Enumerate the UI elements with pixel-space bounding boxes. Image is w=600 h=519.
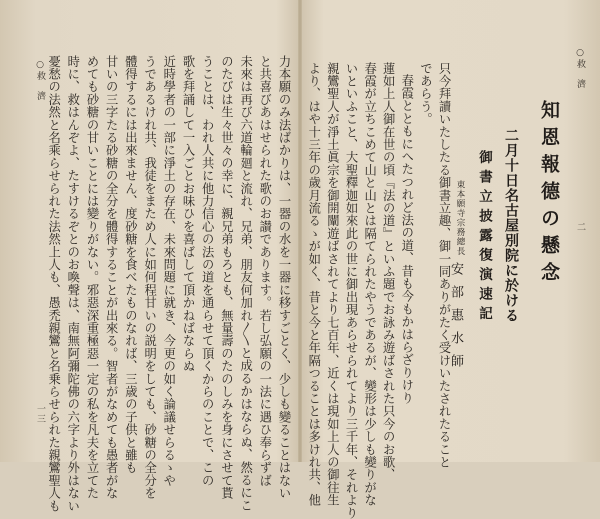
text-line: 歌を拜誦して一入ごとお味ひを喜ばして頂かねばならぬ	[181, 55, 195, 373]
text-line: いといふこと、大聖釋迦如來此の世に御出現あらせられてより三千年、それより	[344, 62, 358, 519]
right-running-header: ○救 濟	[575, 48, 585, 89]
text-line: 親鸞聖人が淨土眞宗を御開闡遊ばされてより七百年、近くは現如上人の御往生	[325, 62, 340, 507]
text-line: 甘いの三字たる砂糖の全分を體得することが出來る。智者がなめても愚者がな	[104, 55, 119, 500]
author-affiliation: 東本願寺宗務總長	[455, 180, 465, 256]
text-line: 憂愁の法然と名乘らせられた法然上人も、愚禿親鸞と名乗らせられた親鸞聖人も	[46, 55, 61, 513]
text-line: より、はや十三年の歲月流るゝが如く、昔と今と年隔つることは多けれ共、他	[306, 62, 321, 507]
text-line: 未來は再び六道輪廻と流れ、兄弟、朋友何加れ〳〵と成るかはならぬ、然るにこ	[238, 55, 253, 512]
book-gutter	[298, 0, 302, 462]
text-line: 只今拜讀いたしたる御書立趣、御一同ありがたく受けいたされたること	[437, 62, 451, 469]
text-line: めても砂糖の甘いことには變りがない。邪惡深重極惡一定の私を凡夫を立てた	[85, 55, 99, 500]
text-line: 蓮如上人御在世の頃『法の道』といふ題でお詠み遊ばされた只今のお歌、	[381, 62, 396, 482]
text-line: 力本願のみ法ばかりは、一器の水を一器に移すごとく、少しも變ることはない	[277, 55, 291, 500]
left-running-header: ○救 濟	[35, 60, 45, 101]
text-line: うであるけれ共、我徒をまため人に如何程甘いの説明をしても、砂糖の全分を	[142, 55, 157, 500]
left-footer-folio: 一三	[35, 404, 45, 424]
text-line: 時に、救はんぞよ、たすけるぞとのお喚聲は、南無阿彌陀佛の六字より外はない	[65, 55, 80, 513]
author-name: 安部惠水師	[448, 262, 463, 377]
page-folio: 二	[575, 222, 585, 232]
text-line: 近時學者の一部に淨土の存在、未來問題に就き、今更の如く論議せらるゝや	[161, 55, 176, 487]
text-line: 春霞とともにへたつれど法の道、昔も今もかはらざりけり	[399, 74, 414, 405]
text-line: うことは、われ人共に他力信心の法の道を通らせて頂くからのことで、この	[200, 55, 215, 487]
text-line: のたびは生々世々の幸に、親兄弟もろとも、無量壽のたのしみを身にさせて貰	[219, 55, 234, 500]
text-line: であらう。	[418, 62, 433, 126]
article-subtitle-2: 御書立披露復演速記	[476, 150, 492, 326]
article-subtitle: 二月十日名古屋別院に於ける	[503, 128, 519, 323]
text-line: 體得するには出來ません、度砂糖を食べたものなれば、三歳の子供と雖も	[123, 55, 138, 475]
text-line: と共喜びあはせられた歌のお讃であります。若し弘願の一法に遇ひ奉らずば	[257, 55, 272, 487]
text-line: 春霞が立ちこめて山と山とは隔てられたやうであるが、變形は少しも變りがな	[362, 62, 377, 507]
article-title: 知恩報德の懸念	[538, 100, 560, 289]
